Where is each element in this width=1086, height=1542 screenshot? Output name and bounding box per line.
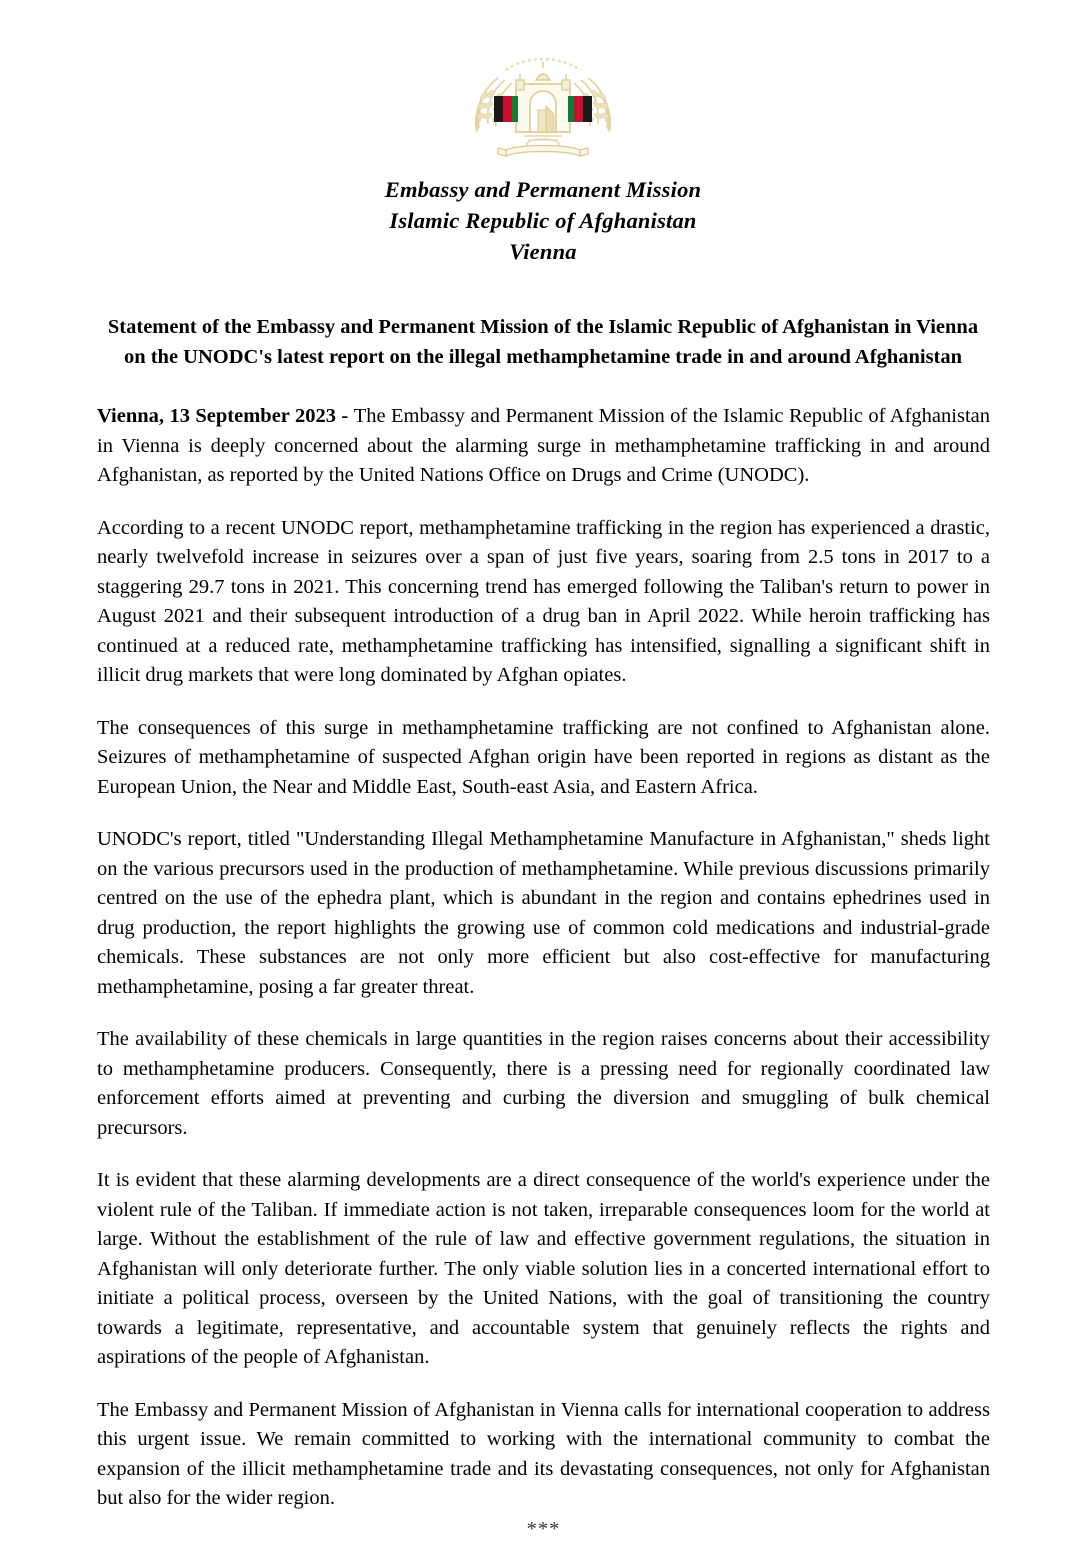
document-body <box>97 402 990 1542</box>
end-mark: *** <box>526 1517 561 1540</box>
paragraph-6: It is evident that these alarming developments are a direct consequence of the world's experience under the violent rule of the Taliban. If immediate action is not taken, irreparable consequences loom for the world at large. Without the establishment of the rule of law and effective government regulations, the situation in Afghanistan will only deteriorate further. The only viable solution lies in a concerted international effort to initiate a political process, overseen by the United Nations, with the goal of transitioning the country towards a legitimate, representative, and accountable system that genuinely reflects the rights and aspirations of the people of Afghanistan. <box>97 1169 990 1368</box>
paragraph-1 <box>97 402 990 491</box>
paragraph-1-text: The Embassy and Permanent Mission of the Islamic Republic of Afghanistan in Vienna is deeply concerned about the alarming surge in methamphetamine trafficking in and around Afghanistan, as reported by the United Nations Office on Drugs and Crime (UNODC). <box>97 405 990 486</box>
letterhead-line-1: Embassy and Permanent Mission <box>384 177 702 202</box>
paragraph-5: The availability of these chemicals in large quantities in the region raises concerns about their accessibility to methamphetamine producers. Consequently, there is a pressing need for regionally coordinated law enforcement efforts aimed at preventing and curbing the diversion and smuggling of bulk chemical precursors. <box>97 1028 990 1139</box>
letterhead-line-3: Vienna <box>509 239 577 264</box>
paragraph-3: The consequences of this surge in methamphetamine trafficking are not confined to Afghanistan alone. Seizures of methamphetamine of suspected Afghan origin have been reported in regions as distant as the European Union, the Near and Middle East, South-east Asia, and Eastern Africa. <box>97 716 990 798</box>
letterhead <box>0 0 1086 267</box>
emblem-flag-right <box>568 96 592 122</box>
paragraph-7: The Embassy and Permanent Mission of Afghanistan in Vienna calls for international cooperation to address this urgent issue. We remain committed to working with the international community to combat the expansion of the illicit methamphetamine trade and its devastating consequences, not only for Afghanistan but also for the wider region. <box>97 1398 990 1509</box>
emblem-mosque-mihrab <box>516 62 570 132</box>
letterhead-org-lines <box>0 174 1086 267</box>
national-emblem <box>458 44 628 164</box>
emblem-ribbon <box>498 146 588 157</box>
letterhead-line-2: Islamic Republic of Afghanistan <box>389 208 697 233</box>
emblem-flag-left <box>494 96 518 122</box>
dateline: Vienna, 13 September 2023 - <box>97 405 354 427</box>
paragraph-4: UNODC's report, titled "Understanding Illegal Methamphetamine Manufacture in Afghanistan," sheds light on the various precursors used in the production of methamphetamine. While previous discussions primarily centred on the use of the ephedra plant, which is abundant in the region and contains ephedrines used in drug production, the report highlights the growing use of common cold medications and industrial-grade chemicals. These substances are not only more efficient but also cost-effective for manufacturing methamphetamine, posing a far greater threat. <box>97 828 990 998</box>
page-title: Statement of the Embassy and Permanent Mission of the Islamic Republic of Afghanistan in Vienna on the UNODC's latest report on the illegal methamphetamine trade in and around Afghanistan <box>107 316 979 368</box>
paragraph-2: According to a recent UNODC report, methamphetamine trafficking in the region has experienced a drastic, nearly twelvefold increase in seizures over a span of just five years, soaring from 2.5 tons in 2017 to a staggering 29.7 tons in 2021. This concerning trend has emerged following the Taliban's return to power in August 2021 and their subsequent introduction of a drug ban in April 2022. While heroin trafficking has continued at a reduced rate, methamphetamine trafficking has intensified, signalling a significant shift in illicit drug markets that were long dominated by Afghan opiates. <box>97 516 990 686</box>
